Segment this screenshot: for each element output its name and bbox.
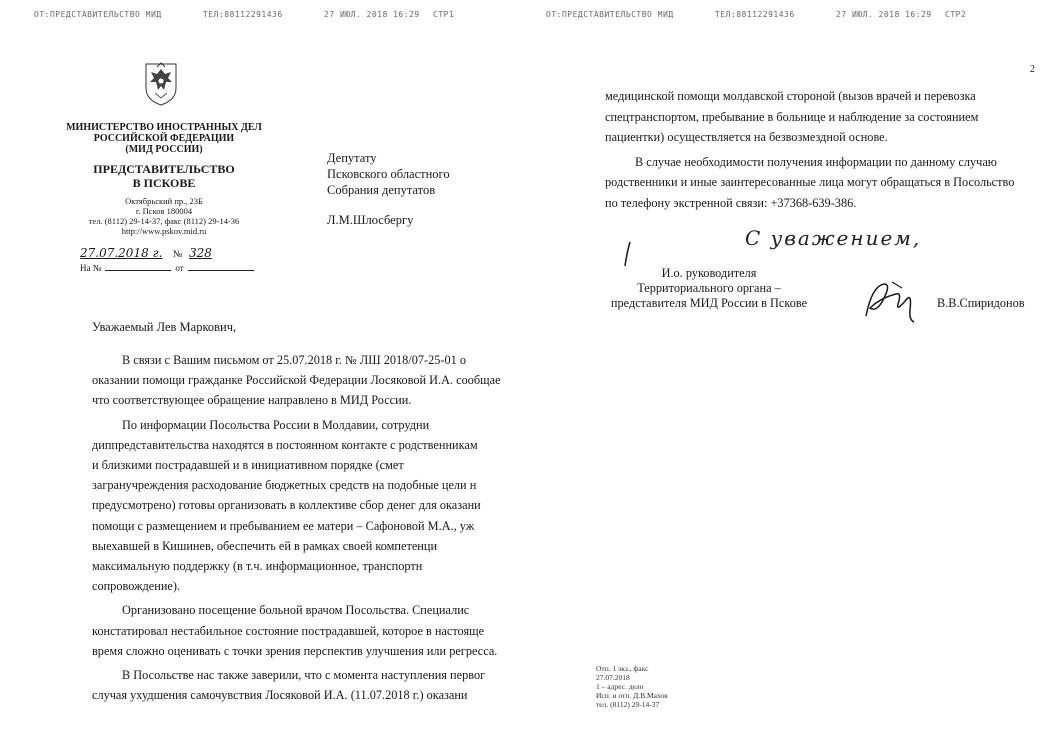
- text-line: В Посольстве нас также заверили, что с момента наступления первог: [122, 668, 486, 683]
- ministry-name: [60, 122, 268, 155]
- coat-of-arms-emblem-icon: [143, 60, 179, 106]
- text-line: загранучреждения расходование бюджетных средств на подобные цели н: [92, 478, 477, 493]
- text-line: максимальную поддержку (в т.ч. информационное, транспортн: [92, 559, 423, 574]
- address-line: г. Псков 180004: [135, 206, 193, 216]
- fax-tel: ТЕЛ:88112291436: [714, 10, 795, 19]
- text-line: по телефону экстренной связи: +37368-639-386.: [605, 195, 857, 210]
- signer-title-line: представителя МИД России в Пскове: [610, 296, 808, 310]
- text-line: родственники и иные заинтересованные лица могут обращаться в Посольство: [605, 175, 1015, 189]
- text-line: сопровождение).: [92, 579, 181, 594]
- text-line: предусмотрено) готовы организовать в коллективе сбор денег для оказани: [92, 498, 481, 513]
- signer-title: [603, 266, 815, 311]
- addressee-name: Л.М.Шлосбергу: [327, 213, 414, 227]
- registration-number: 328: [188, 246, 212, 260]
- ministry-line: РОССИЙСКОЙ ФЕДЕРАЦИИ: [93, 133, 235, 144]
- footer-line: тел. (8112) 29-14-37: [596, 700, 660, 709]
- reference-from-label: от: [175, 263, 184, 273]
- registration-date: 27.07.2018 г.: [80, 246, 163, 260]
- footer-line: 1 – адрес. дело: [596, 682, 644, 691]
- fax-tel: ТЕЛ:88112291436: [202, 10, 283, 19]
- text-line: констатировал нестабильное состояние пострадавшей, которое в настояще: [92, 623, 485, 638]
- text-line: В связи с Вашим письмом от 25.07.2018 г. № ЛШ 2018/07-25-01 о: [122, 353, 467, 367]
- fax-page: СТР1: [433, 10, 455, 19]
- footer-line: Исп. и отп. Д.В.Махов: [596, 691, 668, 700]
- handwritten-signature-icon: [862, 276, 924, 324]
- addressee-block: [327, 150, 450, 228]
- execution-footer: [596, 664, 668, 709]
- letter-body-page-2: [605, 86, 1035, 213]
- text-line: В случае необходимости получения информации по данному случаю: [635, 154, 997, 169]
- text-line: помощи с размещением и пребыванием ее матери – Сафоновой М.А., уж: [92, 518, 475, 533]
- text-line: спецтранспортом, пребывание в больнице и наблюдение за состоянием: [605, 109, 979, 124]
- page-number: 2: [1030, 64, 1035, 75]
- salutation: Уважаемый Лев Маркович,: [92, 320, 237, 334]
- reference-line: [80, 263, 258, 273]
- handwritten-mark-icon: [620, 240, 636, 268]
- office-name: [60, 162, 268, 190]
- signer-name: В.В.Спиридонов: [937, 296, 1025, 310]
- website-link: http://www.pskov.mid.ru: [121, 226, 207, 236]
- ministry-line: МИНИСТЕРСТВО ИНОСТРАННЫХ ДЕЛ: [66, 122, 262, 133]
- addressee-line: Собрания депутатов: [327, 183, 436, 197]
- fax-date: 27 ИЮЛ. 2018 16:29: [324, 10, 420, 19]
- address-line: тел. (8112) 29-14-37, факс (8112) 29-14-36: [88, 216, 240, 226]
- address-line: Октябрьский пр., 23Б: [125, 196, 203, 206]
- text-line: время сложно оценивать с точки зрения перспектив улучшения или регресса.: [92, 643, 498, 658]
- text-line: пациентки) осуществляется на безвозмездной основе.: [605, 130, 888, 144]
- text-line: диппредставительства находятся в постоянном контакте с родственникам: [92, 437, 478, 452]
- footer-line: 27.07.2018: [596, 673, 630, 682]
- reference-date-blank: [188, 270, 254, 271]
- text-line: По информации Посольства России в Молдавии, сотрудни: [122, 417, 430, 432]
- letter-body-page-1: [92, 350, 518, 705]
- fax-from: ОТ:ПРЕДСТАВИТЕЛЬСТВО МИД: [546, 10, 674, 19]
- text-line: и близкими пострадавшей и в инициативном порядке (смет: [92, 458, 404, 473]
- reference-label: На №: [80, 263, 102, 273]
- text-line: что соответствующее обращение направлено в МИД России.: [92, 393, 412, 408]
- reference-blank: [105, 270, 171, 271]
- text-line: случая ухудшения самочувствия Лосяковой И.А. (11.07.2018 г.) оказани: [92, 688, 468, 703]
- office-address: [60, 196, 268, 236]
- text-line: выехавшей в Кишинев, обеспечить ей в рамках своей компетенци: [92, 538, 438, 553]
- fax-header: [546, 10, 1002, 19]
- text-line: Организовано посещение больной врачом Посольства. Специалис: [122, 603, 470, 618]
- closing-handwritten: С уважением,: [745, 226, 922, 250]
- fax-date: 27 ИЮЛ. 2018 16:29: [836, 10, 932, 19]
- fax-from: ОТ:ПРЕДСТАВИТЕЛЬСТВО МИД: [34, 10, 162, 19]
- office-line: В ПСКОВЕ: [132, 176, 196, 190]
- signer-title-line: И.о. руководителя: [661, 266, 757, 280]
- text-line: медицинской помощи молдавской стороной (вызов врачей и перевозка: [605, 89, 976, 103]
- ministry-line: (МИД РОССИИ): [125, 144, 203, 155]
- addressee-line: Псковского областного: [327, 167, 450, 181]
- registration-line: [80, 246, 212, 260]
- signer-title-line: Территориального органа –: [637, 281, 781, 295]
- registration-number-label: №: [172, 249, 183, 260]
- office-line: ПРЕДСТАВИТЕЛЬСТВО: [93, 162, 235, 176]
- footer-line: Отп. 1 экз., факс: [596, 664, 649, 673]
- fax-header: [34, 10, 490, 19]
- addressee-line: Депутату: [327, 151, 377, 165]
- text-line: оказании помощи гражданке Российской Федерации Лосяковой И.А. сообщае: [92, 373, 501, 388]
- fax-page: СТР2: [945, 10, 967, 19]
